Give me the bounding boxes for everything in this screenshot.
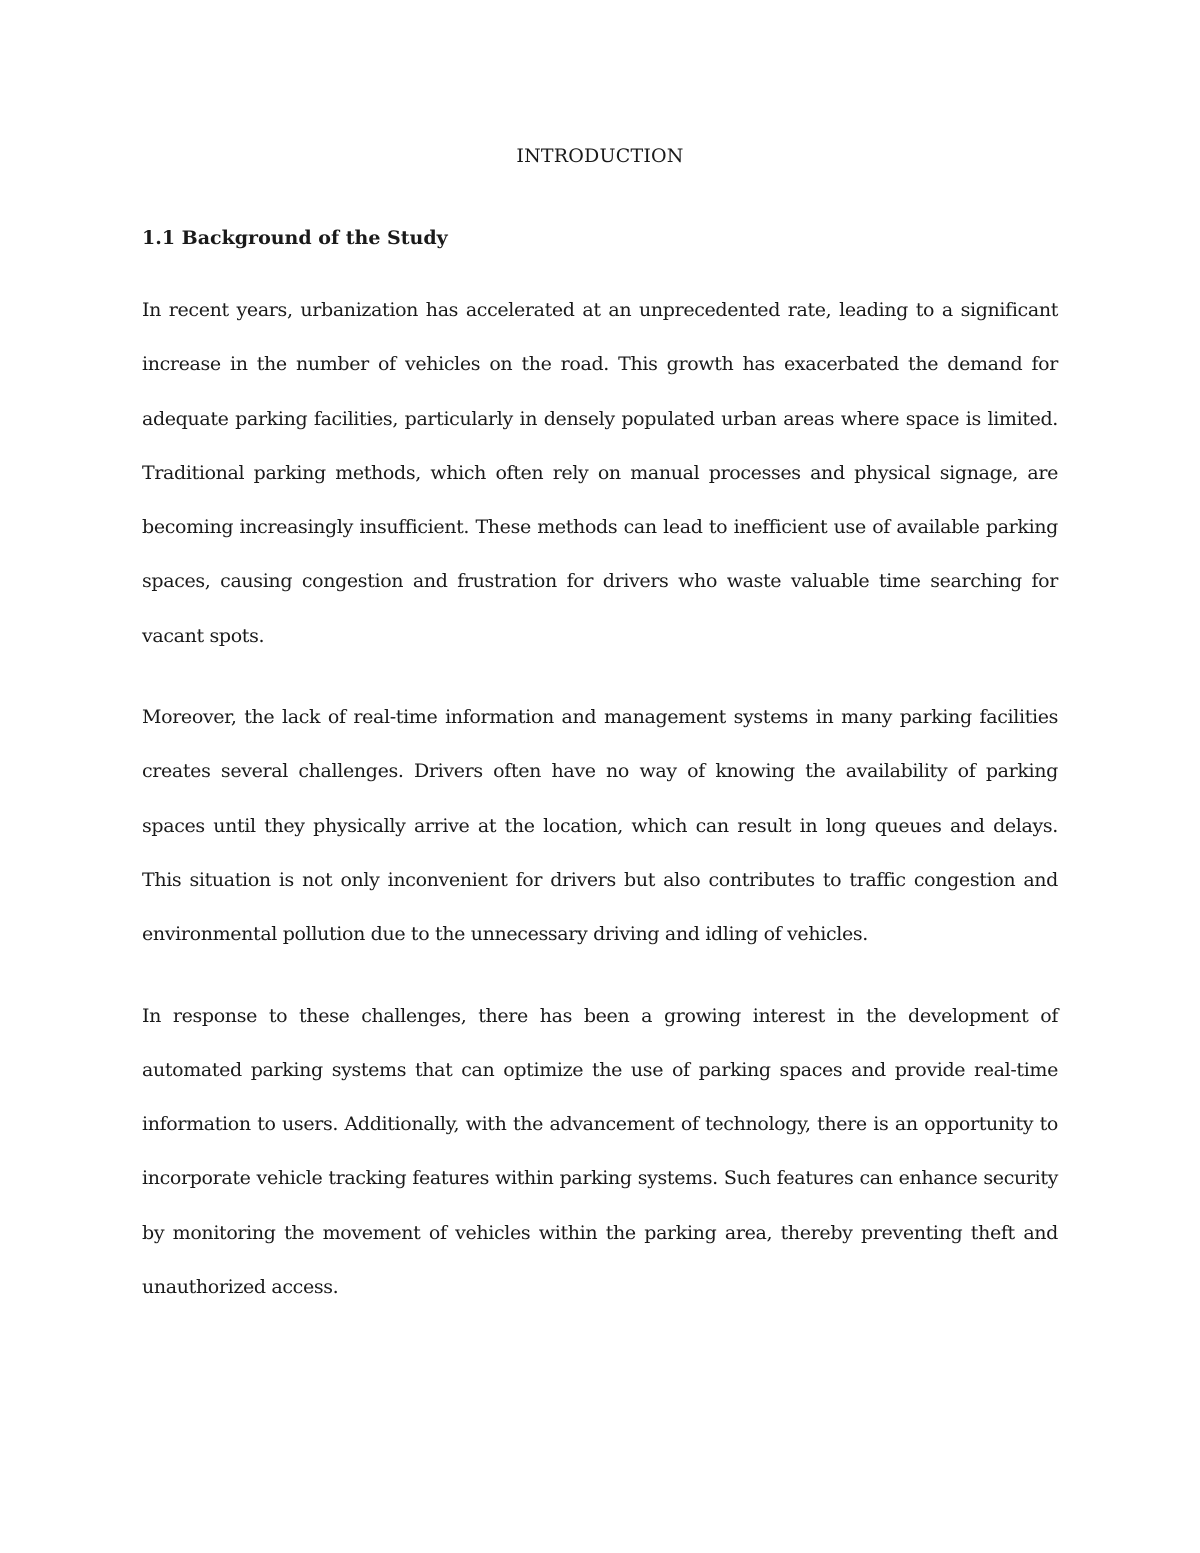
paragraph-2: Moreover, the lack of real-time information and management systems in many parking facilities creates several challenges. Drivers often have no way of knowing the availability of parking spaces until they physically arrive at the location, which can result in long queues and delays. This situation is not only inconvenient for drivers but also contributes to traffic congestion and environmental pollution due to the unnecessary driving and idling of vehicles.	[142, 706, 1058, 946]
paragraph-3: In response to these challenges, there has been a growing interest in the development of automated parking systems that can optimize the use of parking spaces and provide real-time information to users. Additionally, with the advancement of technology, there is an opportunity to incorporate vehicle tracking features within parking systems. Such features can enhance security by monitoring the movement of vehicles within the parking area, thereby preventing theft and unauthorized access.	[142, 1004, 1058, 1299]
document-body	[142, 138, 1058, 1314]
document-title: INTRODUCTION	[516, 145, 684, 167]
paragraph-1: In recent years, urbanization has accelerated at an unprecedented rate, leading to a significant increase in the number of vehicles on the road. This growth has exacerbated the demand for adequate parking facilities, particularly in densely populated urban areas where space is limited. Traditional parking methods, which often rely on manual processes and physical signage, are becoming increasingly insufficient. These methods can lead to inefficient use of available parking spaces, causing congestion and frustration for drivers who waste valuable time searching for vacant spots.	[142, 299, 1058, 647]
section-heading: 1.1 Background of the Study	[142, 227, 448, 249]
